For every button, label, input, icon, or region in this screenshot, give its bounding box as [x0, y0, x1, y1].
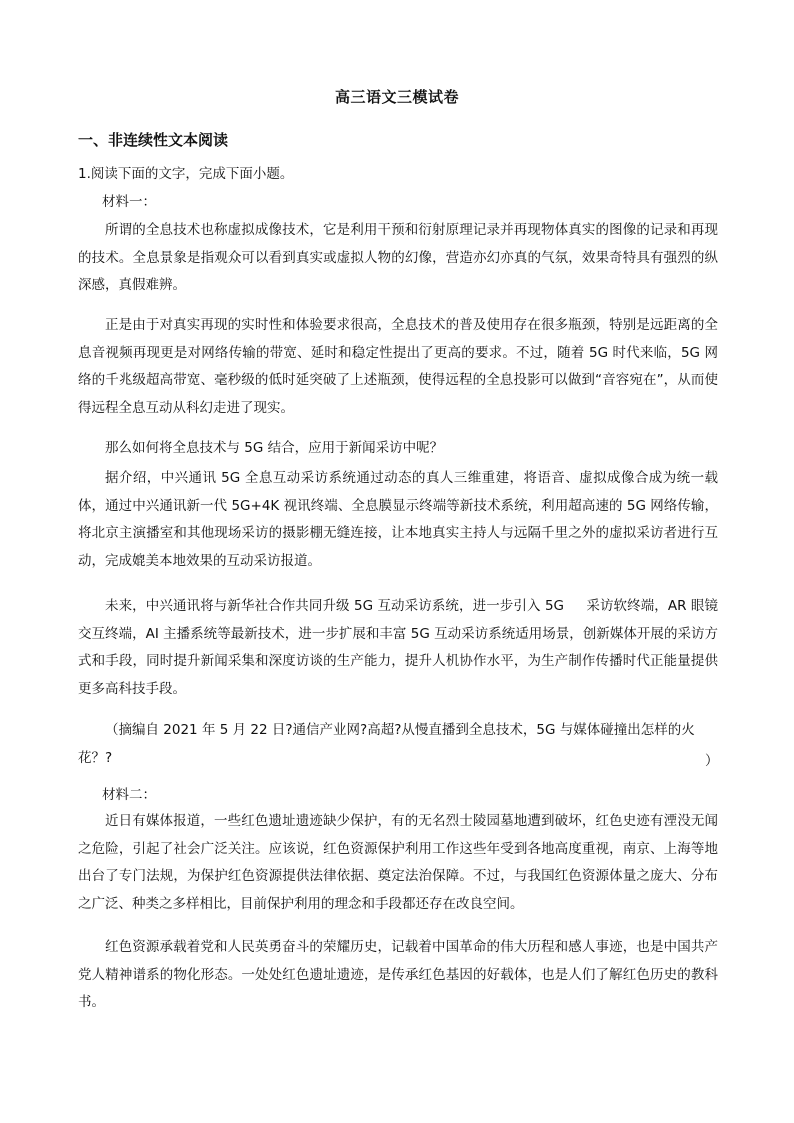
- material1-paragraph-1: 所谓的全息技术也称虚拟成像技术，它是利用干预和衍射原理记录并再现物体真实的图像的记录和再现的技术。全息景象是指观众可以看到真实或虚拟人物的幻像，营造亦幻亦真的气氛，效果奇特具有强烈的纵深感，真假难辨。: [78, 222, 718, 293]
- material1-paragraph-2: 正是由于对真实再现的实时性和体验要求很高，全息技术的普及使用存在很多瓶颈，特别是远距离的全息音视频再现更是对网络传输的带宽、延时和稳定性提出了更高的要求。不过，随着 5G 时代来临，5G 网络的千兆级超高带宽、毫秒级的低时延突破了上述瓶颈，使得远程的全息投影可以做到“音容宛在”，从而使得远程全息互动从科幻走进了现实。: [78, 317, 718, 416]
- material1-label: 材料一：: [102, 194, 156, 210]
- material1-paragraph-3: 那么如何将全息技术与 5G 结合，应用于新闻采访中呢？: [105, 440, 444, 456]
- material2-paragraph-1: 近日有媒体报道，一些红色遗址遗迹缺少保护，有的无名烈士陵园墓地遭到破坏，红色史迹有湮没无闻之危险，引起了社会广泛关注。应该说，红色资源保护利用工作这些年受到各地高度重视，南京、上海等地出台了专门法规，为保护红色资源提供法律依据、奠定法治保障。不过，与我国红色资源体量之庞大、分布之广泛、种类之多样相比，目前保护利用的理念和手段都还存在改良空间。: [78, 813, 718, 912]
- material1-source-close: ）: [705, 753, 719, 769]
- material2-label: 材料二：: [102, 787, 156, 803]
- section-heading: 一、非连续性文本阅读: [78, 131, 229, 149]
- material1-paragraph-5: 未来，中兴通讯将与新华社合作共同升级 5G 互动采访系统，进一步引入 5G 采访软终端，AR 眼镜交互终端，AI 主播系统等最新技术，进一步扩展和丰富 5G 互动采访系统适用场景，创新媒体开展的采访方式和手段，同时提升新闻采集和深度访谈的生产能力，提升人机协作水平，为生产制作传播时代正能量提供更多高科技手段。: [78, 598, 718, 697]
- material1-source: （摘编自 2021 年 5 月 22 日?通信产业网?高超?从慢直播到全息技术，5G 与媒体碰撞出怎样的火花？?: [78, 722, 695, 766]
- material1-paragraph-4: 据介绍，中兴通讯 5G 全息互动采访系统通过动态的真人三维重建，将语音、虚拟成像合成为统一载体，通过中兴通讯新一代 5G+4K 视讯终端、全息膜显示终端等新技术系统，利用超高速的 5G 网络传输，将北京主演播室和其他现场采访的摄影棚无缝连接，让本地真实主持人与远隔千里之外的虚拟采访者进行互动，完成媲美本地效果的互动采访报道。: [78, 470, 718, 569]
- question-prompt: 1.阅读下面的文字，完成下面小题。: [78, 166, 294, 182]
- exam-title: 高三语文三模试卷: [334, 88, 459, 106]
- material2-paragraph-2: 红色资源承载着党和人民英勇奋斗的荣耀历史，记载着中国革命的伟大历程和感人事迹，也是中国共产党人精神谱系的物化形态。一处处红色遗址遗迹，是传承红色基因的好载体，也是人们了解红色历史的教科书。: [78, 939, 718, 1010]
